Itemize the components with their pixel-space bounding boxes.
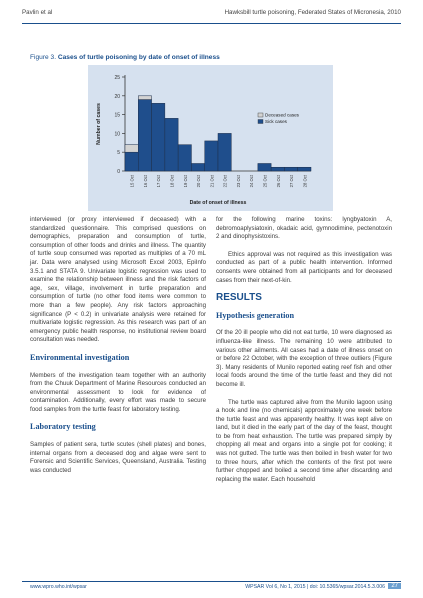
- ethics-paragraph: Ethics approval was not required as this investigation was conducted as part of a public health intervention. Informed consents were obtained from all participants and for deceased cases from their next-of-kin.: [216, 250, 392, 284]
- footer-divider: [22, 581, 401, 582]
- x-tick-label: 19 Oct: [182, 175, 188, 188]
- running-header: [22, 9, 401, 21]
- section-heading-laboratory: Laboratory testing: [30, 422, 96, 432]
- x-tick-label: 22 Oct: [222, 175, 228, 188]
- header-authors: Pavlin et al: [22, 9, 53, 16]
- legend-label: Sick cases: [265, 119, 287, 125]
- bar-segment: [138, 100, 151, 171]
- turtle-poisoning-bar-chart: [88, 65, 333, 211]
- x-tick-label: 26 Oct: [275, 175, 281, 188]
- y-tick-label: 0: [117, 169, 120, 175]
- legend-label: Deceased cases: [265, 112, 299, 118]
- section-heading-environmental: Environmental investigation: [30, 352, 130, 362]
- bar-segment: [138, 96, 151, 100]
- bar-segment: [205, 141, 218, 171]
- bar-segment: [178, 145, 191, 171]
- x-tick-label: 15 Oct: [129, 175, 135, 188]
- x-tick-label: 23 Oct: [235, 175, 241, 188]
- x-tick-label: 20 Oct: [196, 175, 202, 188]
- x-tick-label: 28 Oct: [302, 175, 308, 188]
- methods-paragraph: interviewed (or proxy interviewed if deceased) with a standardized questionnaire. This comprised questions on demographics, preparation and consumption of turtle, consumption of other foods and drinks and illness. The quantity of turtle soup consumed was reported as multiples of a 70 mL jar. Data were analysed using Microsoft Excel 2003, EpiInfo 3.5.1 and STATA 9. Univariate logistic regression was used to examine the relationship between illness and the risk factors of age, sex, village, involvement in turtle preparation and consumption of turtle (no other food items were common to more than a few people). Any risk factors approaching significance (P < 0.2) in univariate analysis were retained for multivariate logistic regression. As this research was part of an emergency public health response, no institutional review board consultation was needed.: [30, 216, 206, 344]
- y-tick-label: 10: [114, 131, 120, 138]
- bar-segment: [191, 163, 204, 171]
- bar-segment: [152, 103, 165, 171]
- environmental-paragraph: Members of the investigation team together with an authority from the Chuuk Department of Marine Resources conducted an environmental assessment to look for evidence of contamination. Additionally, every effort was made to secure food samples from the turtle feast for laboratory testing.: [30, 371, 206, 413]
- bar-segment: [125, 152, 138, 171]
- y-tick-label: 20: [114, 93, 120, 100]
- figure-caption-text: Cases of turtle poisoning by date of onset of illness: [57, 54, 220, 61]
- figure-panel: [88, 65, 333, 211]
- toxins-paragraph: for the following marine toxins: lyngbyatoxin A, debromoaplysiatoxin, okadaic acid, gymnodimine, pectenotoxin 2 and dinophysistoxins.: [216, 216, 392, 241]
- header-title: Hawksbill turtle poisoning, Federated States of Micronesia, 2010: [224, 9, 401, 16]
- section-heading-hypothesis: Hypothesis generation: [216, 310, 295, 320]
- left-column: [30, 216, 206, 475]
- y-axis-title: Number of cases: [96, 103, 102, 145]
- x-tick-label: 25 Oct: [262, 175, 268, 188]
- section-heading-results: RESULTS: [216, 292, 262, 304]
- bar-segment: [271, 167, 284, 171]
- y-tick-label: 5: [117, 150, 120, 157]
- bar-segment: [298, 167, 311, 171]
- x-axis-title: Date of onset of illness: [189, 200, 247, 206]
- bar-segment: [165, 118, 178, 171]
- right-column: [216, 216, 392, 484]
- figure-label: Figure 3.: [30, 54, 57, 61]
- turtle-preparation-paragraph: The turtle was captured alive from the Munilo lagoon using a hook and line (no chemicals) approximately one week before the turtle feast and was apparently healthy. It was kept alive on land, but it died in the early part of the day of the feast, thought to be from heat exhaustion. The turtle was prepared simply by chopping all meat and organs into a single pot for cooking; it was not gutted. The turtle was then boiled in fresh water for two to three hours, after which the contents of the first pot were further chopped and boiled a second time after discarding and replacing the water. Each household: [216, 398, 392, 483]
- legend-swatch: [258, 113, 263, 117]
- y-tick-label: 15: [114, 112, 120, 119]
- y-tick-label: 25: [114, 75, 120, 81]
- x-tick-label: 17 Oct: [156, 175, 162, 188]
- legend-swatch: [258, 120, 263, 124]
- x-tick-label: 16 Oct: [142, 175, 148, 188]
- bar-segment: [218, 133, 231, 171]
- bar-segment: [284, 167, 297, 171]
- x-tick-label: 27 Oct: [289, 175, 295, 188]
- bar-segment: [258, 163, 271, 171]
- laboratory-paragraph: Samples of patient sera, turtle scutes (shell plates) and bones, internal organs from a deceased dog and algae were sent to Forensic and Scientific Services, Queensland, Australia. Testing was conducted: [30, 441, 206, 474]
- page-number: 27: [388, 583, 401, 589]
- hypothesis-paragraph: Of the 20 ill people who did not eat turtle, 10 were diagnosed as influenza-like illness. The remaining 10 were attributed to various other ailments. All cases had a date of illness onset on or before 22 October, with the exception of three outliers (Figure 3). Many residents of Munilo reported eating reef fish and other local foods around the time of the turtle feast and they did not become ill.: [216, 329, 392, 388]
- x-tick-label: 18 Oct: [169, 175, 175, 188]
- x-tick-label: 24 Oct: [249, 175, 255, 188]
- header-divider: [22, 23, 401, 24]
- bar-segment: [125, 145, 138, 153]
- x-tick-label: 21 Oct: [209, 175, 215, 188]
- footer-citation: WPSAR Vol 6, No 1, 2015 | doi: 10.5365/wpsar.2014.5.3.006: [245, 584, 385, 590]
- figure-caption: [30, 54, 220, 61]
- footer-url[interactable]: www.wpro.who.int/wpsar: [30, 584, 87, 590]
